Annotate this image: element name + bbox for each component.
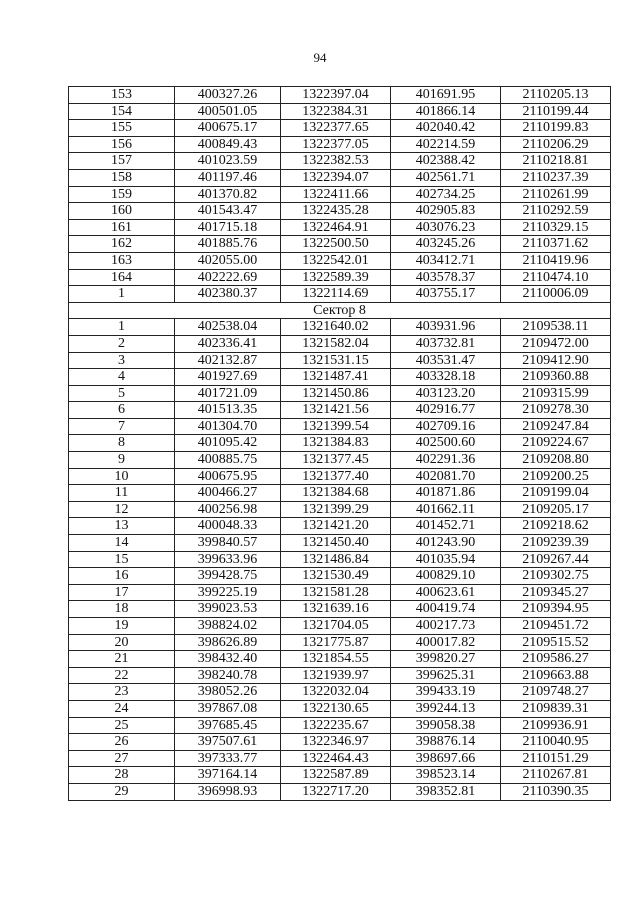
table-row bbox=[69, 120, 611, 137]
point-number-cell: 153 bbox=[69, 87, 175, 104]
point-number-cell: 5 bbox=[69, 385, 175, 402]
y1-cell: 1321384.83 bbox=[281, 435, 391, 452]
y1-cell: 1322500.50 bbox=[281, 236, 391, 253]
x2-cell: 402709.16 bbox=[391, 418, 501, 435]
y2-cell: 2110390.35 bbox=[501, 783, 611, 800]
x1-cell: 400466.27 bbox=[175, 485, 281, 502]
x1-cell: 402380.37 bbox=[175, 286, 281, 303]
coordinates-sector-8 bbox=[69, 319, 611, 800]
x1-cell: 401513.35 bbox=[175, 402, 281, 419]
y1-cell: 1322397.04 bbox=[281, 87, 391, 104]
y2-cell: 2109247.84 bbox=[501, 418, 611, 435]
y1-cell: 1321377.40 bbox=[281, 468, 391, 485]
y1-cell: 1322130.65 bbox=[281, 700, 391, 717]
y1-cell: 1321639.16 bbox=[281, 601, 391, 618]
table-row bbox=[69, 186, 611, 203]
y2-cell: 2109472.00 bbox=[501, 335, 611, 352]
y2-cell: 2110205.13 bbox=[501, 87, 611, 104]
y1-cell: 1321640.02 bbox=[281, 319, 391, 336]
x1-cell: 401370.82 bbox=[175, 186, 281, 203]
table-row bbox=[69, 684, 611, 701]
y2-cell: 2109538.11 bbox=[501, 319, 611, 336]
y2-cell: 2109663.88 bbox=[501, 667, 611, 684]
x1-cell: 401927.69 bbox=[175, 369, 281, 386]
table-row bbox=[69, 435, 611, 452]
page-number: 94 bbox=[313, 50, 327, 65]
x1-cell: 401715.18 bbox=[175, 219, 281, 236]
y1-cell: 1321399.29 bbox=[281, 501, 391, 518]
table-row bbox=[69, 452, 611, 469]
x2-cell: 398876.14 bbox=[391, 734, 501, 751]
y2-cell: 2110206.29 bbox=[501, 136, 611, 153]
y1-cell: 1322411.66 bbox=[281, 186, 391, 203]
table-row bbox=[69, 286, 611, 303]
y1-cell: 1321582.04 bbox=[281, 335, 391, 352]
table-row bbox=[69, 700, 611, 717]
x2-cell: 403412.71 bbox=[391, 252, 501, 269]
point-number-cell: 26 bbox=[69, 734, 175, 751]
y2-cell: 2109412.90 bbox=[501, 352, 611, 369]
point-number-cell: 164 bbox=[69, 269, 175, 286]
y1-cell: 1322382.53 bbox=[281, 153, 391, 170]
x1-cell: 402538.04 bbox=[175, 319, 281, 336]
table-row bbox=[69, 153, 611, 170]
table-row bbox=[69, 252, 611, 269]
point-number-cell: 13 bbox=[69, 518, 175, 535]
y2-cell: 2110329.15 bbox=[501, 219, 611, 236]
x1-cell: 400849.43 bbox=[175, 136, 281, 153]
y1-cell: 1322587.89 bbox=[281, 767, 391, 784]
y1-cell: 1322542.01 bbox=[281, 252, 391, 269]
x2-cell: 403076.23 bbox=[391, 219, 501, 236]
x1-cell: 401543.47 bbox=[175, 203, 281, 220]
x2-cell: 398352.81 bbox=[391, 783, 501, 800]
y1-cell: 1322464.43 bbox=[281, 750, 391, 767]
y1-cell: 1322464.91 bbox=[281, 219, 391, 236]
point-number-cell: 154 bbox=[69, 103, 175, 120]
y2-cell: 2110292.59 bbox=[501, 203, 611, 220]
y2-cell: 2109839.31 bbox=[501, 700, 611, 717]
x1-cell: 400675.95 bbox=[175, 468, 281, 485]
x1-cell: 400675.17 bbox=[175, 120, 281, 137]
y1-cell: 1322032.04 bbox=[281, 684, 391, 701]
table-row bbox=[69, 269, 611, 286]
point-number-cell: 1 bbox=[69, 319, 175, 336]
x2-cell: 403328.18 bbox=[391, 369, 501, 386]
x1-cell: 401721.09 bbox=[175, 385, 281, 402]
point-number-cell: 12 bbox=[69, 501, 175, 518]
y1-cell: 1321450.86 bbox=[281, 385, 391, 402]
x2-cell: 401243.90 bbox=[391, 535, 501, 552]
x2-cell: 401035.94 bbox=[391, 551, 501, 568]
table-row bbox=[69, 667, 611, 684]
x2-cell: 402916.77 bbox=[391, 402, 501, 419]
x1-cell: 399023.53 bbox=[175, 601, 281, 618]
x2-cell: 398697.66 bbox=[391, 750, 501, 767]
y1-cell: 1321530.49 bbox=[281, 568, 391, 585]
x2-cell: 400217.73 bbox=[391, 618, 501, 635]
x2-cell: 402388.42 bbox=[391, 153, 501, 170]
table-row bbox=[69, 369, 611, 386]
point-number-cell: 155 bbox=[69, 120, 175, 137]
point-number-cell: 10 bbox=[69, 468, 175, 485]
table-row bbox=[69, 717, 611, 734]
x1-cell: 402132.87 bbox=[175, 352, 281, 369]
y2-cell: 2109515.52 bbox=[501, 634, 611, 651]
x1-cell: 397333.77 bbox=[175, 750, 281, 767]
table-row bbox=[69, 601, 611, 618]
point-number-cell: 161 bbox=[69, 219, 175, 236]
y2-cell: 2110199.44 bbox=[501, 103, 611, 120]
x1-cell: 399428.75 bbox=[175, 568, 281, 585]
point-number-cell: 15 bbox=[69, 551, 175, 568]
y2-cell: 2109224.67 bbox=[501, 435, 611, 452]
y2-cell: 2110040.95 bbox=[501, 734, 611, 751]
x1-cell: 398432.40 bbox=[175, 651, 281, 668]
y2-cell: 2109315.99 bbox=[501, 385, 611, 402]
y2-cell: 2109208.80 bbox=[501, 452, 611, 469]
point-number-cell: 163 bbox=[69, 252, 175, 269]
point-number-cell: 4 bbox=[69, 369, 175, 386]
x2-cell: 402214.59 bbox=[391, 136, 501, 153]
table-row bbox=[69, 335, 611, 352]
point-number-cell: 6 bbox=[69, 402, 175, 419]
point-number-cell: 20 bbox=[69, 634, 175, 651]
y1-cell: 1321399.54 bbox=[281, 418, 391, 435]
y2-cell: 2109451.72 bbox=[501, 618, 611, 635]
y1-cell: 1321486.84 bbox=[281, 551, 391, 568]
y1-cell: 1322114.69 bbox=[281, 286, 391, 303]
table-row bbox=[69, 750, 611, 767]
table-row bbox=[69, 236, 611, 253]
x1-cell: 402055.00 bbox=[175, 252, 281, 269]
x1-cell: 397867.08 bbox=[175, 700, 281, 717]
x2-cell: 401452.71 bbox=[391, 518, 501, 535]
x1-cell: 401197.46 bbox=[175, 169, 281, 186]
x1-cell: 400048.33 bbox=[175, 518, 281, 535]
y1-cell: 1322377.65 bbox=[281, 120, 391, 137]
point-number-cell: 158 bbox=[69, 169, 175, 186]
y2-cell: 2109199.04 bbox=[501, 485, 611, 502]
y2-cell: 2109394.95 bbox=[501, 601, 611, 618]
x1-cell: 400256.98 bbox=[175, 501, 281, 518]
table-row bbox=[69, 501, 611, 518]
table-row bbox=[69, 136, 611, 153]
point-number-cell: 2 bbox=[69, 335, 175, 352]
y2-cell: 2109748.27 bbox=[501, 684, 611, 701]
y1-cell: 1322717.20 bbox=[281, 783, 391, 800]
table-row bbox=[69, 87, 611, 104]
x2-cell: 399244.13 bbox=[391, 700, 501, 717]
x1-cell: 398824.02 bbox=[175, 618, 281, 635]
y1-cell: 1321939.97 bbox=[281, 667, 391, 684]
point-number-cell: 21 bbox=[69, 651, 175, 668]
section-header-row bbox=[69, 302, 611, 319]
y2-cell: 2109278.30 bbox=[501, 402, 611, 419]
table-row bbox=[69, 418, 611, 435]
table-row bbox=[69, 485, 611, 502]
x1-cell: 402336.41 bbox=[175, 335, 281, 352]
y1-cell: 1321421.20 bbox=[281, 518, 391, 535]
point-number-cell: 23 bbox=[69, 684, 175, 701]
y1-cell: 1322394.07 bbox=[281, 169, 391, 186]
coordinates-group-1 bbox=[69, 87, 611, 303]
point-number-cell: 16 bbox=[69, 568, 175, 585]
y2-cell: 2110006.09 bbox=[501, 286, 611, 303]
y1-cell: 1322377.05 bbox=[281, 136, 391, 153]
y2-cell: 2109345.27 bbox=[501, 584, 611, 601]
y2-cell: 2110474.10 bbox=[501, 269, 611, 286]
y1-cell: 1322435.28 bbox=[281, 203, 391, 220]
x2-cell: 402561.71 bbox=[391, 169, 501, 186]
point-number-cell: 160 bbox=[69, 203, 175, 220]
point-number-cell: 19 bbox=[69, 618, 175, 635]
x2-cell: 401866.14 bbox=[391, 103, 501, 120]
table-row bbox=[69, 551, 611, 568]
table-row bbox=[69, 535, 611, 552]
table-row bbox=[69, 203, 611, 220]
x2-cell: 402291.36 bbox=[391, 452, 501, 469]
table-row bbox=[69, 618, 611, 635]
y1-cell: 1321704.05 bbox=[281, 618, 391, 635]
point-number-cell: 29 bbox=[69, 783, 175, 800]
point-number-cell: 22 bbox=[69, 667, 175, 684]
x2-cell: 403245.26 bbox=[391, 236, 501, 253]
table-row bbox=[69, 767, 611, 784]
table-row bbox=[69, 783, 611, 800]
x1-cell: 398240.78 bbox=[175, 667, 281, 684]
x1-cell: 399225.19 bbox=[175, 584, 281, 601]
table-row bbox=[69, 402, 611, 419]
point-number-cell: 157 bbox=[69, 153, 175, 170]
x2-cell: 399433.19 bbox=[391, 684, 501, 701]
x1-cell: 401885.76 bbox=[175, 236, 281, 253]
table-row bbox=[69, 468, 611, 485]
y2-cell: 2109936.91 bbox=[501, 717, 611, 734]
x1-cell: 401023.59 bbox=[175, 153, 281, 170]
coordinates-table bbox=[68, 86, 611, 801]
point-number-cell: 27 bbox=[69, 750, 175, 767]
x2-cell: 400623.61 bbox=[391, 584, 501, 601]
y1-cell: 1321531.15 bbox=[281, 352, 391, 369]
point-number-cell: 18 bbox=[69, 601, 175, 618]
point-number-cell: 9 bbox=[69, 452, 175, 469]
table-row bbox=[69, 518, 611, 535]
y1-cell: 1321487.41 bbox=[281, 369, 391, 386]
x1-cell: 399633.96 bbox=[175, 551, 281, 568]
point-number-cell: 156 bbox=[69, 136, 175, 153]
table-row bbox=[69, 634, 611, 651]
point-number-cell: 14 bbox=[69, 535, 175, 552]
x2-cell: 403931.96 bbox=[391, 319, 501, 336]
y2-cell: 2109586.27 bbox=[501, 651, 611, 668]
table-row bbox=[69, 103, 611, 120]
y2-cell: 2110218.81 bbox=[501, 153, 611, 170]
y2-cell: 2110151.29 bbox=[501, 750, 611, 767]
x1-cell: 400885.75 bbox=[175, 452, 281, 469]
x2-cell: 399058.38 bbox=[391, 717, 501, 734]
y2-cell: 2110237.39 bbox=[501, 169, 611, 186]
point-number-cell: 3 bbox=[69, 352, 175, 369]
point-number-cell: 162 bbox=[69, 236, 175, 253]
y2-cell: 2109360.88 bbox=[501, 369, 611, 386]
y1-cell: 1321377.45 bbox=[281, 452, 391, 469]
x2-cell: 398523.14 bbox=[391, 767, 501, 784]
y1-cell: 1322384.31 bbox=[281, 103, 391, 120]
x1-cell: 397164.14 bbox=[175, 767, 281, 784]
x2-cell: 403755.17 bbox=[391, 286, 501, 303]
point-number-cell: 159 bbox=[69, 186, 175, 203]
table-row bbox=[69, 734, 611, 751]
y1-cell: 1321384.68 bbox=[281, 485, 391, 502]
x2-cell: 402500.60 bbox=[391, 435, 501, 452]
x2-cell: 403123.20 bbox=[391, 385, 501, 402]
x1-cell: 402222.69 bbox=[175, 269, 281, 286]
y2-cell: 2109267.44 bbox=[501, 551, 611, 568]
y2-cell: 2109200.25 bbox=[501, 468, 611, 485]
x2-cell: 399820.27 bbox=[391, 651, 501, 668]
x2-cell: 400419.74 bbox=[391, 601, 501, 618]
point-number-cell: 24 bbox=[69, 700, 175, 717]
y1-cell: 1321775.87 bbox=[281, 634, 391, 651]
y1-cell: 1322235.67 bbox=[281, 717, 391, 734]
y2-cell: 2109218.62 bbox=[501, 518, 611, 535]
table-row bbox=[69, 169, 611, 186]
x2-cell: 403578.37 bbox=[391, 269, 501, 286]
x2-cell: 400017.82 bbox=[391, 634, 501, 651]
x1-cell: 401095.42 bbox=[175, 435, 281, 452]
x2-cell: 402081.70 bbox=[391, 468, 501, 485]
x2-cell: 402734.25 bbox=[391, 186, 501, 203]
point-number-cell: 11 bbox=[69, 485, 175, 502]
x2-cell: 399625.31 bbox=[391, 667, 501, 684]
table-row bbox=[69, 219, 611, 236]
x2-cell: 401691.95 bbox=[391, 87, 501, 104]
point-number-cell: 8 bbox=[69, 435, 175, 452]
x2-cell: 401662.11 bbox=[391, 501, 501, 518]
table-row bbox=[69, 651, 611, 668]
x1-cell: 400501.05 bbox=[175, 103, 281, 120]
y2-cell: 2110371.62 bbox=[501, 236, 611, 253]
x1-cell: 397685.45 bbox=[175, 717, 281, 734]
y1-cell: 1322589.39 bbox=[281, 269, 391, 286]
x1-cell: 399840.57 bbox=[175, 535, 281, 552]
sector-8-title: Сектор 8 bbox=[69, 302, 611, 319]
y1-cell: 1321450.40 bbox=[281, 535, 391, 552]
sector-8-header bbox=[69, 302, 611, 319]
x2-cell: 401871.86 bbox=[391, 485, 501, 502]
y2-cell: 2110419.96 bbox=[501, 252, 611, 269]
x1-cell: 398626.89 bbox=[175, 634, 281, 651]
point-number-cell: 28 bbox=[69, 767, 175, 784]
x2-cell: 403531.47 bbox=[391, 352, 501, 369]
y2-cell: 2109302.75 bbox=[501, 568, 611, 585]
table-row bbox=[69, 352, 611, 369]
x2-cell: 400829.10 bbox=[391, 568, 501, 585]
y2-cell: 2110199.83 bbox=[501, 120, 611, 137]
y2-cell: 2110261.99 bbox=[501, 186, 611, 203]
x2-cell: 402040.42 bbox=[391, 120, 501, 137]
x1-cell: 400327.26 bbox=[175, 87, 281, 104]
point-number-cell: 7 bbox=[69, 418, 175, 435]
x1-cell: 398052.26 bbox=[175, 684, 281, 701]
x2-cell: 403732.81 bbox=[391, 335, 501, 352]
y2-cell: 2110267.81 bbox=[501, 767, 611, 784]
point-number-cell: 17 bbox=[69, 584, 175, 601]
y1-cell: 1321581.28 bbox=[281, 584, 391, 601]
y1-cell: 1322346.97 bbox=[281, 734, 391, 751]
table-row bbox=[69, 584, 611, 601]
y1-cell: 1321854.55 bbox=[281, 651, 391, 668]
point-number-cell: 1 bbox=[69, 286, 175, 303]
point-number-cell: 25 bbox=[69, 717, 175, 734]
y2-cell: 2109205.17 bbox=[501, 501, 611, 518]
x1-cell: 401304.70 bbox=[175, 418, 281, 435]
x2-cell: 402905.83 bbox=[391, 203, 501, 220]
x1-cell: 397507.61 bbox=[175, 734, 281, 751]
y1-cell: 1321421.56 bbox=[281, 402, 391, 419]
table-row bbox=[69, 385, 611, 402]
y2-cell: 2109239.39 bbox=[501, 535, 611, 552]
x1-cell: 396998.93 bbox=[175, 783, 281, 800]
table-row bbox=[69, 568, 611, 585]
table-row bbox=[69, 319, 611, 336]
